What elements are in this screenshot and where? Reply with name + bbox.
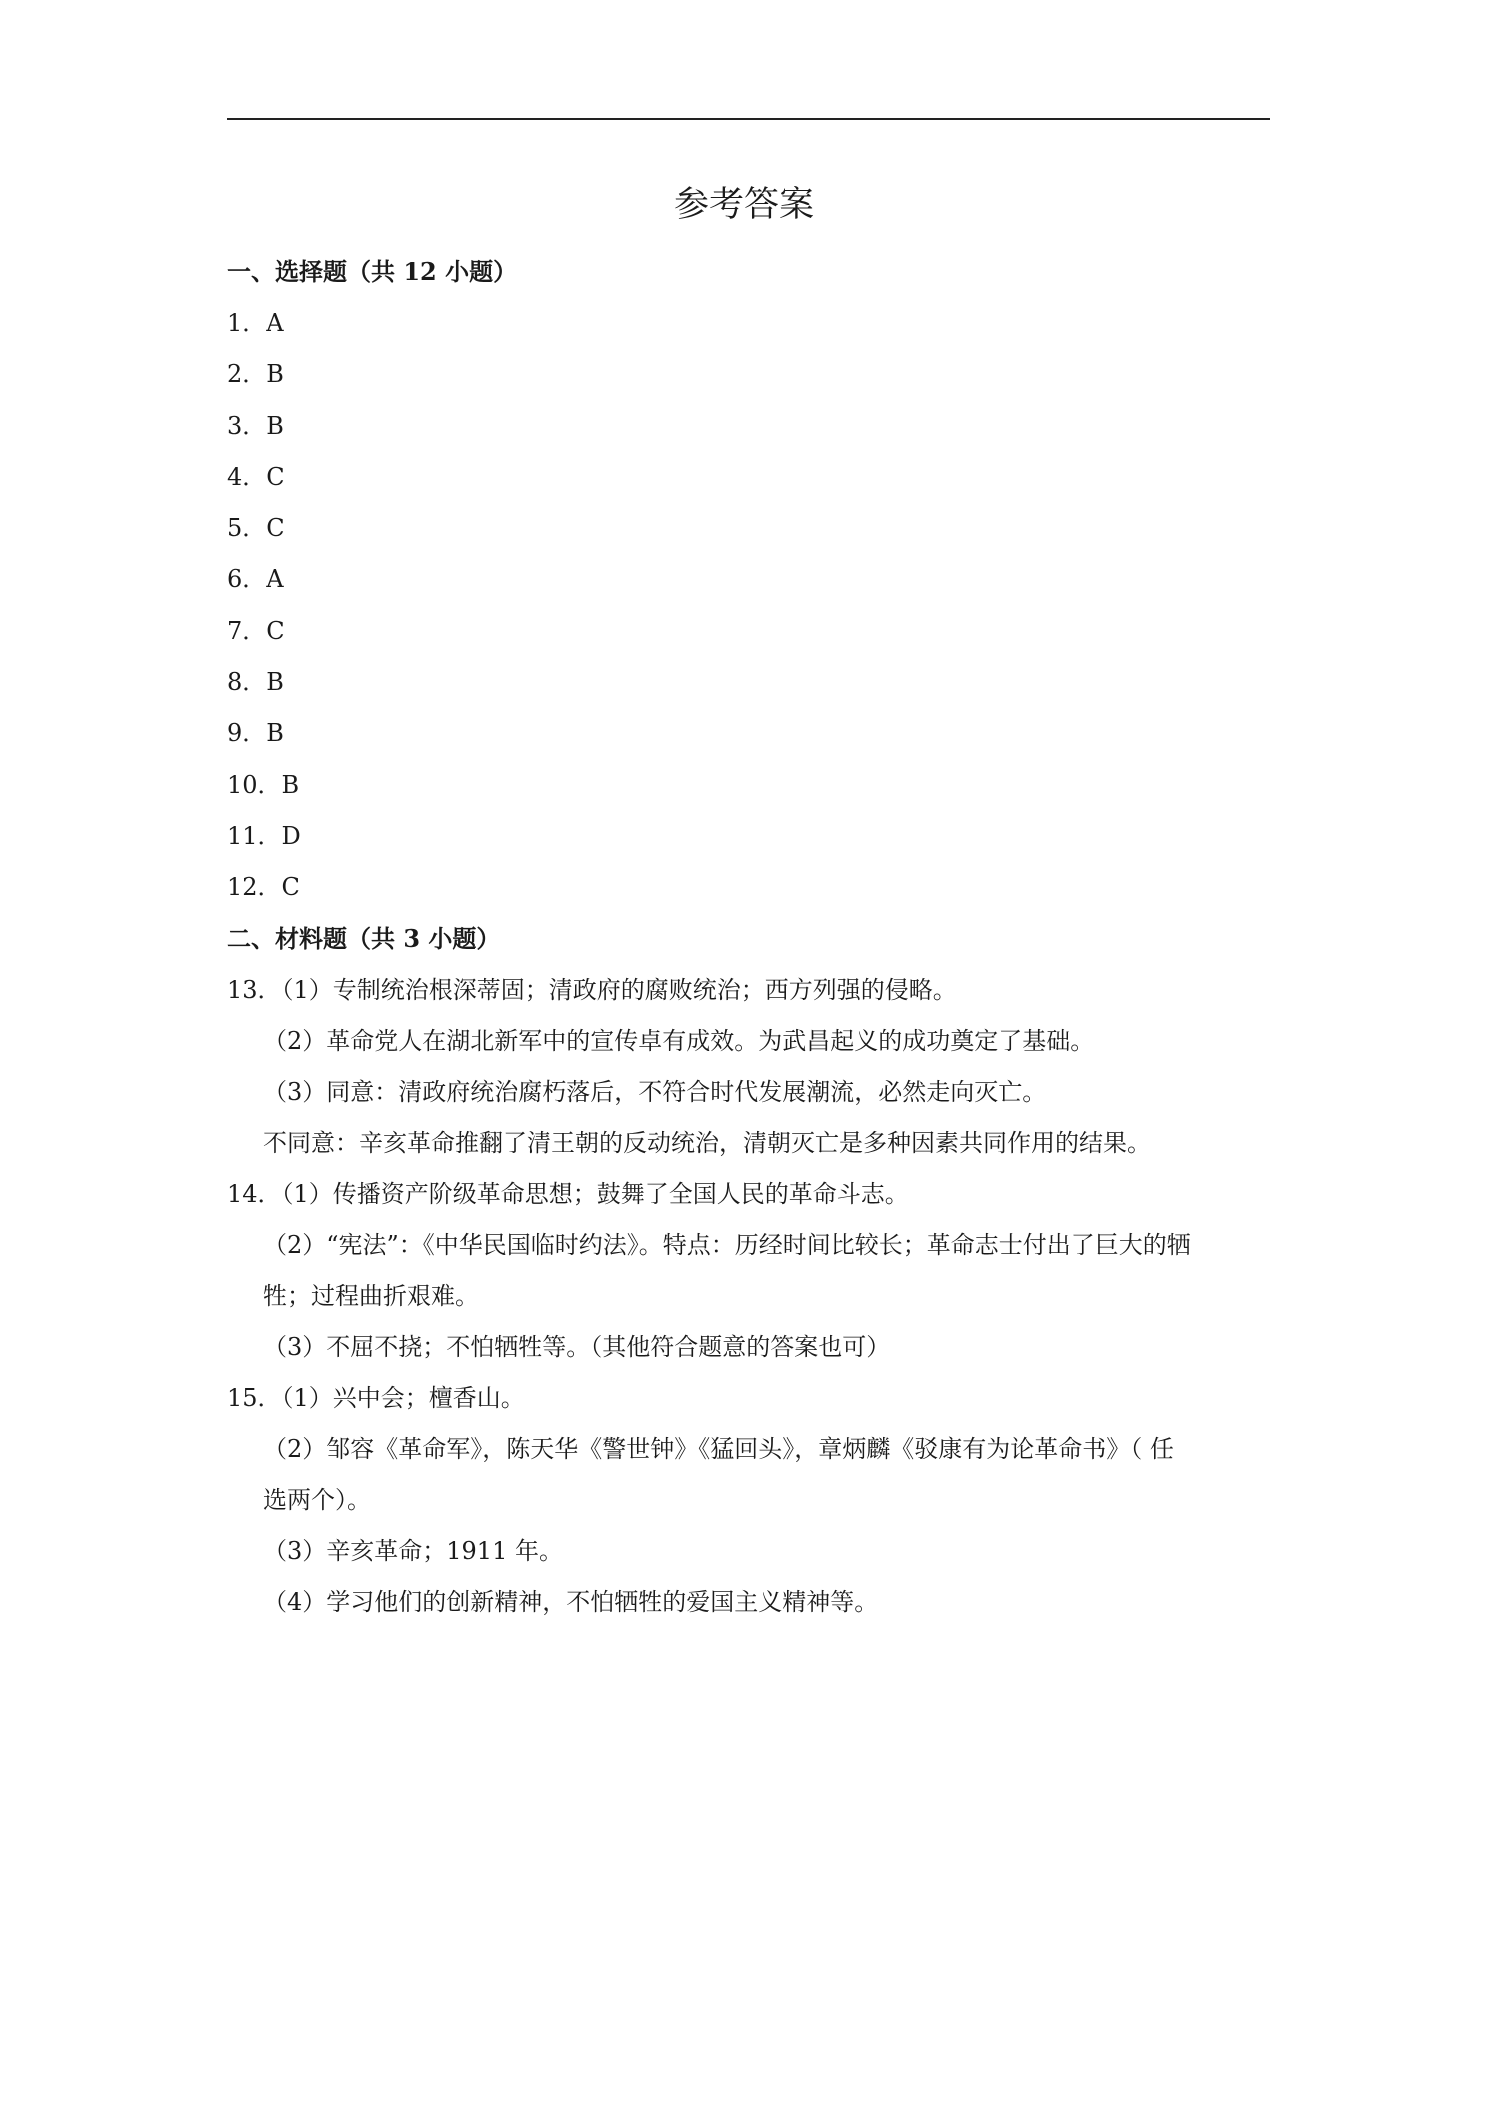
answer-item: 5．C	[227, 514, 285, 543]
answer-item: 4．C	[227, 462, 285, 491]
page-title: 参考答案	[673, 185, 814, 225]
answer-item: 3．B	[227, 411, 284, 440]
q14-part2: （2）“宪法”：《中华民国临时约法》。特点：历经时间比较长；革命志士付出了巨大的牺	[263, 1230, 1191, 1259]
section-heading-material: 二、材料题（共 3 小题）	[227, 923, 501, 953]
q15-part4: （4）学习他们的创新精神，不怕牺牲的爱国主义精神等。	[263, 1587, 879, 1616]
answer-item: 9．B	[227, 719, 284, 748]
answer-item: 2．B	[227, 360, 284, 389]
q15-part2-cont: 选两个）。	[263, 1485, 371, 1514]
q13-part2: （2）革命党人在湖北新军中的宣传卓有成效。为武昌起义的成功奠定了基础。	[263, 1026, 1095, 1055]
q14-part2-cont: 牲；过程曲折艰难。	[263, 1281, 479, 1310]
q13-part3-alt: 不同意：辛亥革命推翻了清王朝的反动统治，清朝灭亡是多种因素共同作用的结果。	[263, 1128, 1151, 1157]
q15-part2: （2）邹容《革命军》，陈天华《警世钟》《猛回头》，章炳麟《驳康有为论革命书》（ 任	[263, 1434, 1174, 1463]
answer-item: 6．A	[227, 565, 284, 594]
q15-part3: （3）辛亥革命；1911 年。	[263, 1536, 563, 1565]
answer-item: 1．A	[227, 309, 284, 337]
section-heading-choice: 一、选择题（共 12 小题）	[227, 257, 518, 286]
answer-item: 10．B	[227, 770, 300, 799]
q14-part3: （3）不屈不挠；不怕牺牲等。（其他符合题意的答案也可）	[263, 1332, 891, 1361]
answer-item: 11．D	[227, 821, 301, 850]
answer-content	[227, 252, 1270, 1633]
q13-part3: （3）同意：清政府统治腐朽落后，不符合时代发展潮流，必然走向灭亡。	[263, 1077, 1047, 1106]
answer-item: 7．C	[227, 616, 285, 645]
header-rule	[227, 118, 1270, 120]
q15-part1: 15．（1）兴中会；檀香山。	[227, 1383, 525, 1412]
q14-part1-line: 14．（1）传播资产阶级革命思想；鼓舞了全国人民的革命斗志。	[227, 1179, 909, 1208]
answer-item: 12．C	[227, 873, 300, 902]
q13-part1: 13．（1）专制统治根深蒂固；清政府的腐败统治；西方列强的侵略。	[227, 975, 957, 1004]
answer-item: 8．B	[227, 668, 284, 697]
